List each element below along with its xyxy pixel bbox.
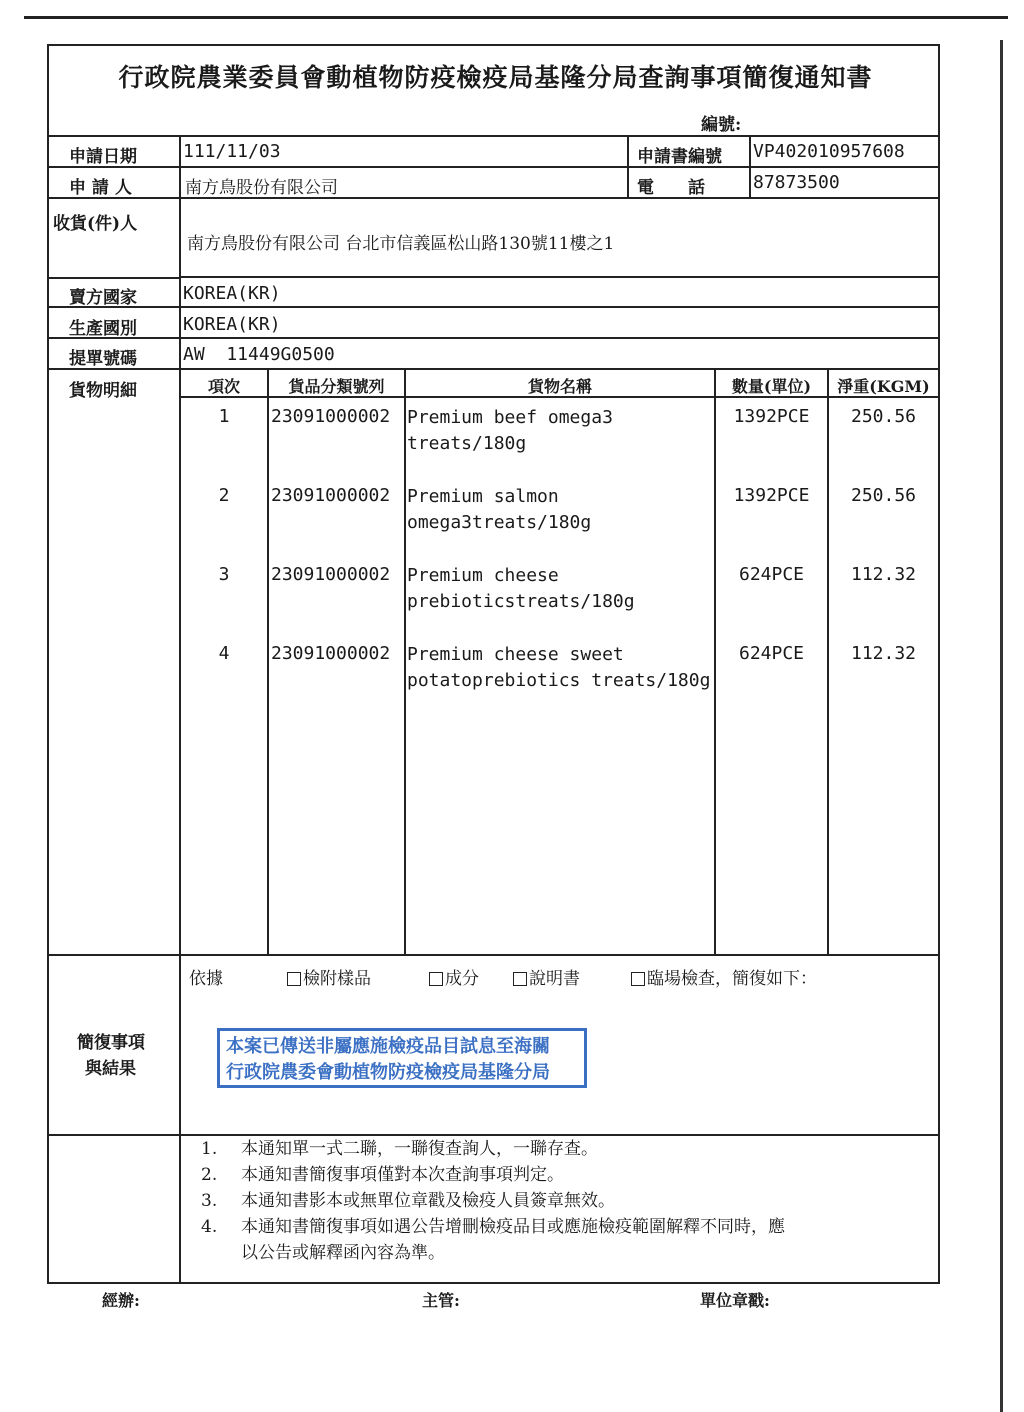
row-hs-code: 23091000002 (271, 485, 391, 506)
table-row (181, 643, 1024, 703)
list-item: 2. 本通知書簡復事項僅對本次查詢事項判定。 (201, 1165, 564, 1185)
apply-date-value: 111/11/03 (183, 141, 281, 162)
row-item: 1 (218, 406, 230, 427)
table-row (181, 485, 1024, 545)
row-name-line2: potatoprebiotics treats/180g (407, 670, 711, 691)
row-qty: 624PCE (738, 643, 805, 664)
phone-label: 電 話 (637, 178, 705, 198)
row-item: 2 (218, 485, 230, 506)
row-weight: 112.32 (850, 643, 917, 664)
bill-no-value: AW 11449G0500 (183, 344, 335, 365)
seller-country-label: 賣方國家 (69, 288, 137, 308)
handler-signature-label: 經辦: (102, 1291, 140, 1310)
checkbox-icon (429, 972, 443, 986)
col-hs-code-header: 貨品分類號列 (288, 377, 385, 396)
row-qty: 624PCE (738, 564, 805, 585)
row-name-line1: Premium salmon (407, 486, 559, 507)
option-onsite-inspection[interactable]: 臨場檢查，簡復如下： (631, 964, 817, 989)
consignee-value: 南方鳥股份有限公司 台北市信義區松山路130號11樓之1 (187, 234, 615, 254)
bill-no-label: 提單號碼 (69, 349, 137, 369)
unit-seal-label: 單位章戳: (700, 1291, 770, 1310)
list-item: 1. 本通知單一式二聯，一聯復查詢人，一聯存查。 (201, 1139, 598, 1159)
document-title: 行政院農業委員會動植物防疫檢疫局基隆分局查詢事項簡復通知書 (118, 63, 873, 92)
row-weight: 250.56 (850, 485, 917, 506)
table-row (181, 406, 1024, 466)
origin-value: KOREA(KR) (183, 314, 281, 335)
row-name-line2: prebioticstreats/180g (407, 591, 635, 612)
row-name-line2: omega3treats/180g (407, 512, 592, 533)
stamp-line1: 本案已傳送非屬應施檢疫品目試息至海關 (226, 1036, 550, 1057)
option-manual[interactable]: 說明書 (513, 964, 580, 989)
notice-form (47, 44, 940, 1284)
row-name-line1: Premium beef omega3 (407, 407, 613, 428)
basis-options-row (189, 964, 929, 988)
row-qty: 1392PCE (733, 406, 810, 427)
row-weight: 112.32 (850, 564, 917, 585)
phone-value: 87873500 (753, 172, 840, 193)
checkbox-icon (513, 972, 527, 986)
row-name-line2: treats/180g (407, 433, 527, 454)
row-weight: 250.56 (850, 406, 917, 427)
result-label-line1: 簡復事項 (77, 1033, 145, 1053)
applicant-label: 申 請 人 (69, 178, 132, 198)
basis-label: 依據 (189, 969, 223, 989)
result-label-line2: 與結果 (85, 1059, 136, 1079)
col-name-header: 貨物名稱 (527, 377, 592, 396)
option-ingredients[interactable]: 成分 (429, 964, 479, 989)
stamp-line2: 行政院農委會動植物防疫檢疫局基隆分局 (226, 1062, 550, 1083)
row-item: 4 (218, 643, 230, 664)
col-qty-header: 數量(單位) (731, 377, 812, 396)
applicant-value: 南方鳥股份有限公司 (185, 178, 338, 198)
origin-label: 生產國別 (69, 319, 137, 339)
col-item-header: 項次 (207, 377, 240, 396)
row-hs-code: 23091000002 (271, 643, 391, 664)
supervisor-signature-label: 主管: (422, 1291, 460, 1310)
application-no-label: 申請書編號 (637, 147, 722, 167)
row-hs-code: 23091000002 (271, 406, 391, 427)
row-hs-code: 23091000002 (271, 564, 391, 585)
seller-country-value: KOREA(KR) (183, 283, 281, 304)
scan-edge-top (24, 16, 1008, 19)
document-number-label: 編號: (701, 115, 742, 135)
checkbox-icon (631, 972, 645, 986)
official-stamp (217, 1028, 587, 1088)
list-item: 3. 本通知書影本或無單位章戳及檢疫人員簽章無效。 (201, 1191, 615, 1211)
application-no-value: VP402010957608 (753, 141, 905, 162)
notes-list (201, 1136, 785, 1266)
list-item: 4. 本通知書簡復事項如遇公告增刪檢疫品目或應施檢疫範圍解釋不同時，應 (201, 1217, 785, 1237)
option-sample[interactable]: 檢附樣品 (287, 964, 371, 989)
checkbox-icon (287, 972, 301, 986)
col-weight-header: 淨重(KGM) (837, 377, 930, 396)
row-item: 3 (218, 564, 230, 585)
row-qty: 1392PCE (733, 485, 810, 506)
row-name-line1: Premium cheese (407, 565, 559, 586)
row-name-line1: Premium cheese sweet (407, 644, 624, 665)
table-row (181, 564, 1024, 624)
apply-date-label: 申請日期 (69, 147, 137, 167)
scan-edge-right (1000, 40, 1003, 1412)
consignee-label: 收貨(件)人 (53, 214, 138, 234)
list-item: 以公告或解釋函內容為準。 (241, 1243, 445, 1263)
goods-section-label: 貨物明細 (69, 381, 137, 401)
